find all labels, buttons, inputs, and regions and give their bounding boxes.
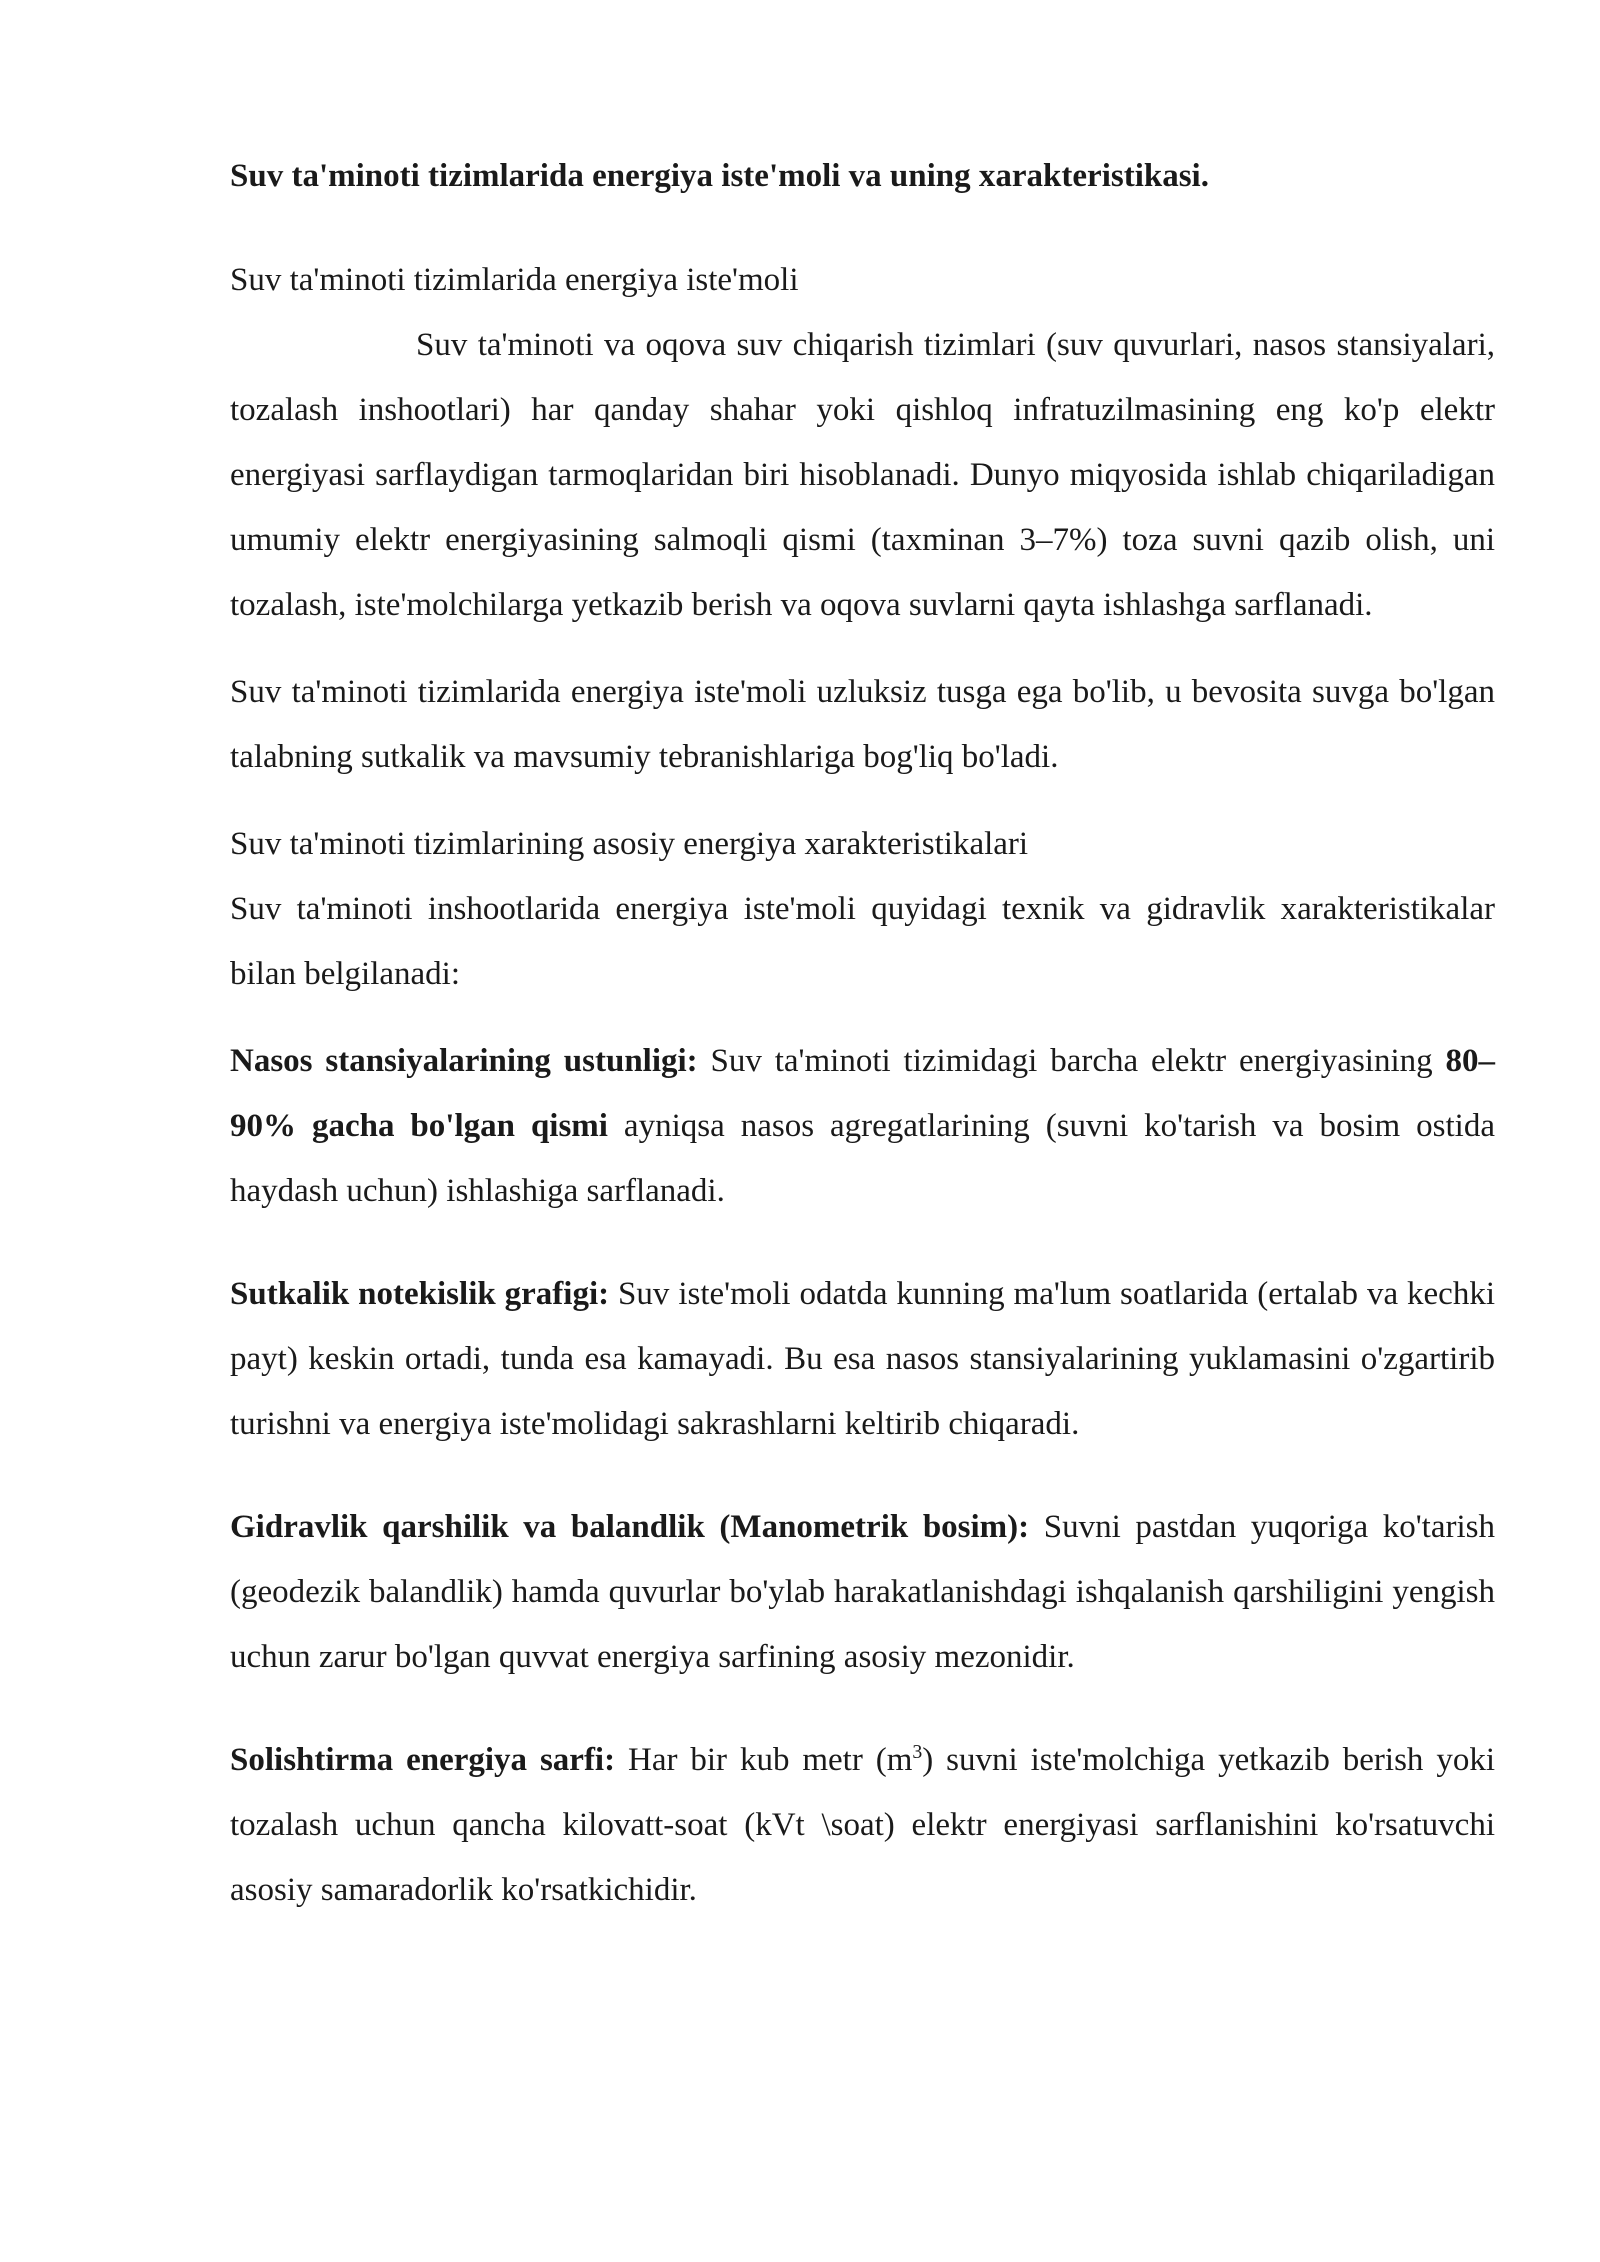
superscript: 3 <box>912 1741 923 1763</box>
item-text: Suv ta'minoti tizimidagi barcha elektr energiyasining <box>697 1043 1446 1079</box>
item-text: Suvni pastdan yuqoriga ko'tarish (geodezik balandlik) hamda quvurlar bo'ylab harakatlanishdagi ishqalanish qarshiligini yengish uchun zarur bo'lgan quvvat energiya sarfining asosiy mezonidir. <box>230 1509 1495 1675</box>
item-label: Solishtirma energiya sarfi: <box>230 1742 616 1778</box>
document-page <box>230 140 1495 1923</box>
list-item-pumping-stations <box>230 1029 1495 1224</box>
item-label: Sutkalik notekislik grafigi: <box>230 1276 610 1312</box>
paragraph-continuous-consumption: Suv ta'minoti tizimlarida energiya iste'moli uzluksiz tusga ega bo'lib, u bevosita suvga bo'lgan talabning sutkalik va mavsumiy tebranishlariga bog'liq bo'ladi. <box>230 674 1495 775</box>
item-label: Nasos stansiyalarining ustunligi: <box>230 1043 698 1079</box>
item-text: Suv iste'moli odatda kunning ma'lum soatlarida (ertalab va kechki payt) keskin ortadi, tunda esa kamayadi. Bu esa nasos stansiyalarining yuklamasini o'zgartirib turishni va energiya iste'molidagi sakrashlarni keltirib chiqaradi. <box>230 1276 1495 1442</box>
list-item-hydraulic-resistance <box>230 1495 1495 1690</box>
section-heading-energy-consumption: Suv ta'minoti tizimlarida energiya iste'moli <box>230 262 799 298</box>
document-title: Suv ta'minoti tizimlarida energiya iste'moli va uning xarakteristikasi. <box>230 158 1209 194</box>
item-text: Har bir kub metr (m <box>615 1742 913 1778</box>
list-item-specific-energy <box>230 1728 1495 1923</box>
paragraph-intro: Suv ta'minoti va oqova suv chiqarish tizimlari (suv quvurlari, nasos stansiyalari, tozalash inshootlari) har qanday shahar yoki qishloq infratuzilmasining eng ko'p elektr energiyasi sarflaydigan tarmoqlaridan biri hisoblanadi. Dunyo miqyosida ishlab chiqariladigan umumiy elektr energiyasining salmoqli qismi (taxminan 3–7%) toza suvni qazib olish, uni tozalash, iste'molchilarga yetkazib berish va oqova suvlarni qayta ishlashga sarflanadi. <box>230 327 1495 623</box>
list-item-daily-irregularity <box>230 1262 1495 1457</box>
item-highlight: 80–90% gacha bo'lgan qismi <box>230 1043 1495 1144</box>
item-label: Gidravlik qarshilik va balandlik (Manometrik bosim): <box>230 1509 1030 1545</box>
item-text: ayniqsa nasos agregatlarining (suvni ko'tarish va bosim ostida haydash uchun) ishlashiga sarflanadi. <box>230 1108 1495 1209</box>
paragraph-characteristics-intro: Suv ta'minoti inshootlarida energiya iste'moli quyidagi texnik va gidravlik xarakteristikalar bilan belgilanadi: <box>230 891 1495 992</box>
item-text: ) suvni iste'molchiga yetkazib berish yoki tozalash uchun qancha kilovatt-soat (kVt \soat) elektr energiyasi sarflanishini ko'rsatuvchi asosiy samaradorlik ko'rsatkichidir. <box>230 1742 1495 1908</box>
section-heading-characteristics: Suv ta'minoti tizimlarining asosiy energiya xarakteristikalari <box>230 826 1029 862</box>
